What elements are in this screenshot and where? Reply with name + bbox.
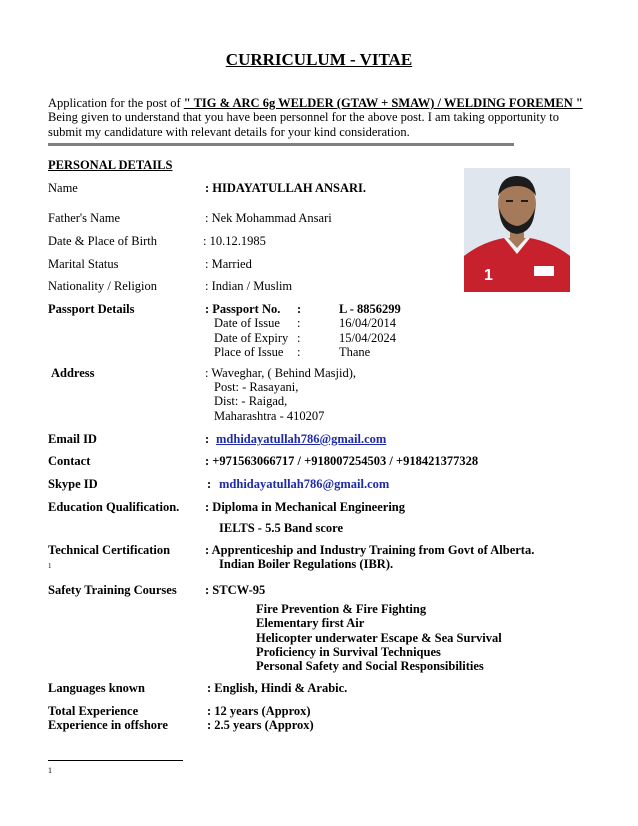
marital-status-value: : Married bbox=[205, 257, 252, 271]
safety-item: Personal Safety and Social Responsibilities bbox=[256, 659, 484, 673]
name-value: : HIDAYATULLAH ANSARI. bbox=[205, 181, 367, 195]
email-colon: : bbox=[205, 432, 210, 446]
contact-label: Contact bbox=[48, 454, 91, 468]
nationality-value: : Indian / Muslim bbox=[205, 279, 293, 293]
passport-issue-label: Date of Issue bbox=[214, 316, 280, 330]
application-line-3: submit my candidature with relevant details for your kind consideration. bbox=[48, 125, 410, 139]
address-line-4: Maharashtra - 410207 bbox=[214, 409, 325, 423]
passport-place-label: Place of Issue bbox=[214, 345, 284, 359]
offshore-experience-label: Experience in offshore bbox=[48, 718, 168, 732]
skype-colon: : bbox=[207, 477, 212, 491]
address-line-3: Dist: - Raigad, bbox=[214, 394, 288, 408]
section-divider bbox=[48, 143, 514, 146]
passport-expiry-value: 15/04/2024 bbox=[339, 331, 396, 345]
safety-item: Elementary first Air bbox=[256, 616, 365, 630]
svg-text:1: 1 bbox=[484, 267, 493, 284]
passport-expiry-label: Date of Expiry bbox=[214, 331, 289, 345]
skype-label: Skype ID bbox=[48, 477, 98, 491]
safety-label: Safety Training Courses bbox=[48, 583, 177, 597]
application-line bbox=[48, 96, 583, 111]
father-name-value: : Nek Mohammad Ansari bbox=[205, 211, 332, 225]
education-line-2: IELTS - 5.5 Band score bbox=[219, 521, 343, 535]
safety-item: Proficiency in Survival Techniques bbox=[256, 645, 441, 659]
languages-value: : English, Hindi & Arabic. bbox=[207, 681, 348, 695]
passport-expiry-colon: : bbox=[297, 331, 301, 345]
marital-status-label: Marital Status bbox=[48, 257, 119, 271]
profile-photo bbox=[464, 168, 570, 292]
address-line-2: Post: - Rasayani, bbox=[214, 380, 299, 394]
passport-place-value: Thane bbox=[339, 345, 371, 359]
technical-line-1: : Apprenticeship and Industry Training from Govt of Alberta. bbox=[205, 543, 535, 557]
dob-label: Date & Place of Birth bbox=[48, 234, 157, 248]
safety-item: Fire Prevention & Fire Fighting bbox=[256, 602, 427, 616]
address-label: Address bbox=[51, 366, 95, 380]
contact-value: : +971563066717 / +918007254503 / +918421377328 bbox=[205, 454, 479, 468]
total-experience-label: Total Experience bbox=[48, 704, 139, 718]
nationality-label: Nationality / Religion bbox=[48, 279, 158, 293]
passport-no-label: : Passport No. bbox=[205, 302, 281, 316]
passport-issue-value: 16/04/2014 bbox=[339, 316, 396, 330]
email-link[interactable]: mdhidayatullah786@gmail.com bbox=[216, 432, 387, 446]
passport-no-value: L - 8856299 bbox=[339, 302, 401, 316]
languages-label: Languages known bbox=[48, 681, 145, 695]
personal-details-heading: PERSONAL DETAILS bbox=[48, 158, 173, 172]
safety-item: Helicopter underwater Escape & Sea Survival bbox=[256, 631, 502, 645]
education-line-1: : Diploma in Mechanical Engineering bbox=[205, 500, 405, 514]
footnote-marker: 1 bbox=[48, 562, 52, 570]
skype-value: mdhidayatullah786@gmail.com bbox=[219, 477, 390, 491]
passport-no-colon: : bbox=[297, 302, 302, 316]
passport-label: Passport Details bbox=[48, 302, 135, 316]
passport-issue-colon: : bbox=[297, 316, 301, 330]
application-post: " TIG & ARC 6g WELDER (GTAW + SMAW) / WELDING FOREMEN " bbox=[183, 96, 583, 110]
technical-label: Technical Certification bbox=[48, 543, 171, 557]
passport-place-colon: : bbox=[297, 345, 301, 359]
address-line-1: : Waveghar, ( Behind Masjid), bbox=[205, 366, 357, 380]
dob-value: : 10.12.1985 bbox=[203, 234, 266, 248]
email-label: Email ID bbox=[48, 432, 97, 446]
document-title: CURRICULUM - VITAE bbox=[225, 50, 413, 69]
profile-photo-image bbox=[464, 168, 570, 292]
father-name-label: Father's Name bbox=[48, 211, 121, 225]
technical-line-2: Indian Boiler Regulations (IBR). bbox=[219, 557, 394, 571]
footnote-text: 1 bbox=[48, 766, 52, 775]
footnote-divider bbox=[48, 760, 183, 761]
name-label: Name bbox=[48, 181, 78, 195]
education-label: Education Qualification. bbox=[48, 500, 180, 514]
total-experience-value: : 12 years (Approx) bbox=[207, 704, 311, 718]
offshore-experience-value: : 2.5 years (Approx) bbox=[207, 718, 314, 732]
application-prefix: Application for the post of bbox=[48, 96, 184, 110]
application-line-2: Being given to understand that you have been personnel for the above post. I am taking opportunity to bbox=[48, 110, 559, 124]
safety-main: : STCW-95 bbox=[205, 583, 266, 597]
